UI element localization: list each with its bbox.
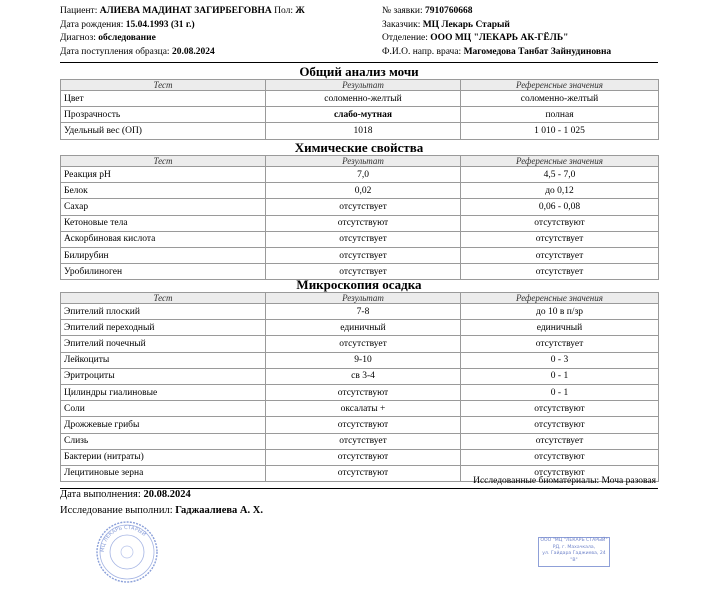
test-name: Лецитиновые зерна (61, 465, 266, 481)
test-name: Цвет (61, 91, 266, 107)
table-row (61, 368, 659, 384)
test-name: Сахар (61, 199, 266, 215)
col-reference-header: Референсные значения (461, 156, 659, 167)
test-reference: единичный (461, 320, 659, 336)
dept-value: ООО МЦ "ЛЕКАРЬ АК-ГЁЛЬ" (430, 33, 569, 43)
round-stamp-text: МЦ ЛЕКАРЬ СТАРЫЙ (99, 524, 147, 553)
test-name: Уробилиноген (61, 264, 266, 280)
completion-date-label: Дата выполнения: (60, 489, 141, 500)
table-row (61, 417, 659, 433)
customer-label: Заказчик: (382, 19, 421, 30)
report-header (60, 5, 658, 61)
test-name: Бактерии (нитраты) (61, 449, 266, 465)
test-name: Билирубин (61, 247, 266, 263)
test-reference: 0 - 1 (461, 368, 659, 384)
diagnosis-value: обследование (98, 33, 156, 43)
received-value: 20.08.2024 (171, 46, 215, 57)
test-name: Соли (61, 401, 266, 417)
table-general (60, 79, 659, 140)
test-result: 7,0 (266, 167, 461, 183)
table-row (61, 401, 659, 417)
round-stamp (95, 520, 159, 584)
test-result: соломенно-желтый (266, 91, 461, 107)
table-row (61, 320, 659, 336)
test-reference: 0,06 - 0,08 (461, 199, 659, 215)
completion-date-line (60, 489, 191, 500)
test-result: отсутствует (266, 247, 461, 263)
dob-label: Дата рождения: (60, 19, 124, 30)
test-result: 7-8 (266, 304, 461, 320)
col-reference-header: Референсные значения (461, 80, 659, 91)
col-reference-header: Референсные значения (461, 293, 659, 304)
table-row (61, 336, 659, 352)
sex-value: Ж (295, 6, 305, 16)
table-row (61, 231, 659, 247)
test-name: Слизь (61, 433, 266, 449)
dept-label: Отделение: (382, 33, 428, 43)
test-reference: отсутствует (461, 433, 659, 449)
col-result-header: Результат (266, 293, 461, 304)
rect-stamp-line: РД, г. Махачкала, (552, 544, 596, 550)
test-name: Эпителий плоский (61, 304, 266, 320)
patient-label: Пациент: (60, 6, 98, 16)
test-name: Лейкоциты (61, 352, 266, 368)
table-header-row (61, 156, 659, 167)
doctor-label: Ф.И.О. напр. врача: (382, 46, 462, 57)
test-name: Эпителий почечный (61, 336, 266, 352)
order-info (382, 5, 611, 59)
test-result: отсутствует (266, 199, 461, 215)
table-chemical (60, 155, 659, 280)
table-row (61, 449, 659, 465)
rect-stamp-line: ООО "МЦ "ЛЕКАРЬ СТАРЫЙ" (540, 538, 608, 543)
table-row (61, 107, 659, 123)
test-reference: 4,5 - 7,0 (461, 167, 659, 183)
test-reference: отсутствуют (461, 417, 659, 433)
test-reference: до 10 в п/зр (461, 304, 659, 320)
test-reference: отсутствует (461, 247, 659, 263)
test-name: Реакция pH (61, 167, 266, 183)
col-test-header: Тест (61, 156, 266, 167)
test-name: Прозрачность (61, 107, 266, 123)
table-row (61, 247, 659, 263)
test-name: Удельный вес (ОП) (61, 123, 266, 139)
col-test-header: Тест (61, 80, 266, 91)
test-result: единичный (266, 320, 461, 336)
test-result: отсутствует (266, 433, 461, 449)
test-name: Эпителий переходный (61, 320, 266, 336)
test-result: 9-10 (266, 352, 461, 368)
test-result: отсутствует (266, 231, 461, 247)
completion-date: 20.08.2024 (143, 489, 191, 500)
test-name: Аскорбиновая кислота (61, 231, 266, 247)
performer-label: Исследование выполнил: (60, 505, 173, 516)
table-row (61, 304, 659, 320)
table-row (61, 384, 659, 400)
test-result: оксалаты + (266, 401, 461, 417)
test-name: Кетоновые тела (61, 215, 266, 231)
test-reference: отсутствуют (461, 449, 659, 465)
table-row (61, 183, 659, 199)
test-reference: 0 - 3 (461, 352, 659, 368)
test-name: Эритроциты (61, 368, 266, 384)
table-row (61, 123, 659, 139)
col-result-header: Результат (266, 80, 461, 91)
test-name: Белок (61, 183, 266, 199)
test-result: отсутствуют (266, 384, 461, 400)
test-reference: 1 010 - 1 025 (461, 123, 659, 139)
sex-label: Пол: (274, 6, 293, 16)
performer-name: Гаджаалиева А. Х. (175, 505, 263, 516)
rect-stamp-line: ул. Гайдара Гаджиева, 24 "В" (542, 551, 606, 563)
table-row (61, 215, 659, 231)
test-result: слабо-мутная (266, 107, 461, 123)
test-result: 1018 (266, 123, 461, 139)
patient-name: АЛИЕВА МАДИНАТ ЗАГИРБЕГОВНА (99, 6, 272, 16)
section-title-microscopy: Микроскопия осадка (296, 277, 422, 292)
test-name: Цилиндры гиалиновые (61, 384, 266, 400)
test-reference: полная (461, 107, 659, 123)
table-row (61, 352, 659, 368)
table-header-row (61, 80, 659, 91)
test-result: отсутствует (266, 264, 461, 280)
table-microscopy (60, 292, 659, 482)
diagnosis-label: Диагноз: (60, 33, 96, 43)
table-header-row (61, 293, 659, 304)
col-result-header: Результат (266, 156, 461, 167)
test-result: отсутствуют (266, 449, 461, 465)
section-title-general: Общий анализ мочи (299, 64, 419, 79)
rect-stamp (538, 537, 610, 567)
table-row (61, 91, 659, 107)
test-reference: отсутствуют (461, 215, 659, 231)
dob-value: 15.04.1993 (31 г.) (125, 19, 195, 30)
test-result: отсутствуют (266, 465, 461, 481)
test-reference: 0 - 1 (461, 384, 659, 400)
biomaterial-note: Исследованные биоматериалы: Моча разовая (473, 476, 656, 486)
test-reference: отсутствует (461, 231, 659, 247)
patient-info (60, 5, 305, 59)
received-label: Дата поступления образца: (60, 46, 170, 57)
test-reference: до 0,12 (461, 183, 659, 199)
performer-line (60, 505, 263, 516)
test-result: св 3-4 (266, 368, 461, 384)
col-test-header: Тест (61, 293, 266, 304)
test-result: отсутствуют (266, 215, 461, 231)
test-reference: отсутствуют (461, 465, 659, 481)
doctor-value: Магомедова Танбат Зайнудиновна (463, 46, 612, 57)
order-label: № заявки: (382, 6, 423, 16)
test-reference: соломенно-желтый (461, 91, 659, 107)
customer-value: МЦ Лекарь Старый (422, 19, 510, 30)
table-row (61, 167, 659, 183)
order-number: 7910760668 (424, 6, 473, 16)
table-row (61, 433, 659, 449)
test-reference: отсутствуют (461, 401, 659, 417)
test-result: отсутствует (266, 336, 461, 352)
section-title-chemical: Химические свойства (294, 140, 424, 155)
test-name: Дрожжевые грибы (61, 417, 266, 433)
test-reference: отсутствует (461, 336, 659, 352)
test-reference: отсутствует (461, 264, 659, 280)
table-row (61, 199, 659, 215)
header-divider (60, 62, 658, 63)
test-result: отсутствуют (266, 417, 461, 433)
test-result: 0,02 (266, 183, 461, 199)
